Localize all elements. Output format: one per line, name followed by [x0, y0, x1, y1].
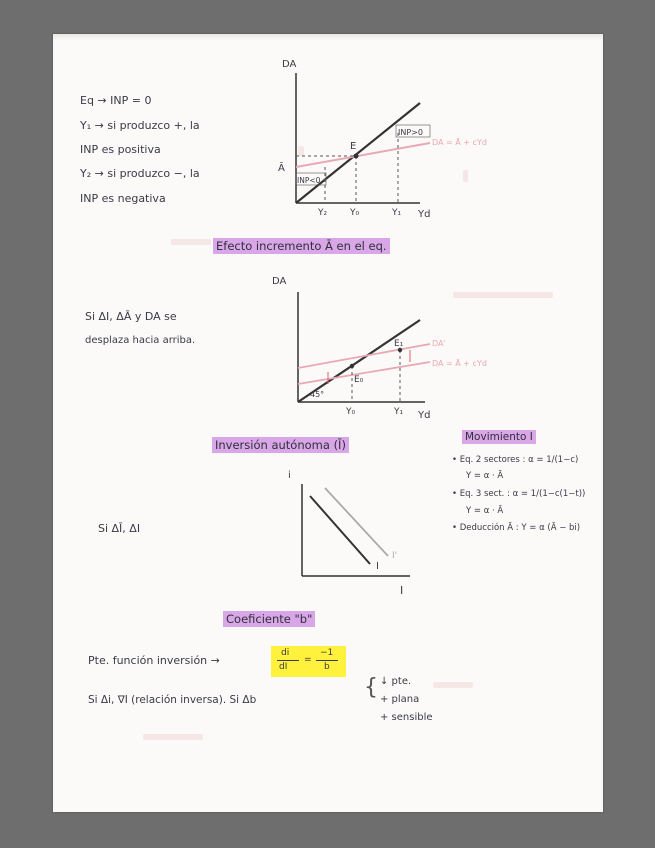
graph1-tick-y1: Y₁	[392, 208, 402, 218]
bleed-mark	[171, 239, 211, 245]
section-efecto-title: Efecto incremento Ā en el eq.	[213, 238, 390, 254]
graph2-ylabel: DA	[272, 276, 287, 287]
movimiento-item2: • Eq. 3 sect. : α = 1/(1−c(1−t))	[452, 489, 586, 499]
note-inp-neg: INP es negativa	[80, 192, 166, 205]
formula-num1: di	[281, 648, 290, 658]
graph2-e1: E₁	[394, 339, 404, 349]
graph2-tick-y1: Y₁	[394, 407, 404, 417]
bottom-b3: + sensible	[380, 712, 433, 723]
graph2-da0: DA = Ā + cYd	[432, 359, 487, 368]
page-shadow	[53, 34, 603, 40]
bottom-b1: ↓ pte.	[380, 676, 412, 687]
note-y1: Y₁ → si produzco +, la	[80, 119, 200, 132]
graph-shift	[270, 272, 510, 422]
graph2-tick-y0: Y₀	[346, 407, 356, 417]
graph2-da1: DA'	[432, 339, 446, 348]
graph2-e0: E₀	[354, 375, 364, 385]
graph1-ylabel: DA	[282, 59, 297, 70]
movimiento-item2b: Y = α · Ā	[466, 506, 504, 516]
formula-num2: −1	[320, 648, 334, 658]
formula-highlight	[271, 646, 346, 677]
graph3-curve-i: I	[376, 561, 379, 572]
graph3-curve-i-prime: I'	[392, 551, 398, 561]
graph2-angle: 45°	[310, 390, 325, 399]
bottom-line: Si Δi, ∇I (relación inversa). Si Δb	[88, 694, 257, 706]
movimiento-item1: • Eq. 2 sectores : α = 1/(1−c)	[452, 455, 579, 465]
graph1-tick-y2: Y₂	[318, 208, 328, 218]
graph3-ylabel: i	[288, 470, 291, 481]
formula-prefix: Pte. función inversión →	[88, 654, 220, 667]
note-shift-1: Si ΔI, ΔĀ y DA se	[85, 310, 177, 323]
note-eq: Eq → INP = 0	[80, 94, 152, 107]
graph-inp	[270, 55, 510, 225]
formula-eq: =	[304, 655, 312, 665]
movimiento-item3: • Deducción Ā : Y = α (Ā − bi)	[452, 523, 581, 533]
graph3-xlabel: I	[400, 584, 404, 597]
formula-den2: b	[324, 662, 330, 672]
movimiento-item1b: Y = α · Ā	[466, 471, 504, 481]
note-inp-pos: INP es positiva	[80, 143, 161, 156]
note-y2: Y₂ → si produzco −, la	[80, 167, 200, 180]
formula-bar2	[316, 660, 338, 661]
note-graph3: Si ΔĪ, ΔI	[98, 522, 141, 535]
section-coeficiente-title: Coeficiente "b"	[223, 611, 315, 627]
bottom-b2: + plana	[380, 694, 420, 705]
graph1-intercept: Ā	[278, 163, 285, 174]
graph1-point-e: E	[350, 141, 357, 152]
graph1-xlabel: Yd	[418, 209, 431, 220]
graph1-inp-pos: INP>0	[398, 128, 423, 137]
section-inversion-title: Inversión autónoma (Ī)	[212, 437, 349, 453]
graph2-xlabel: Yd	[418, 410, 431, 421]
graph1-inp-neg: INP<0	[297, 176, 321, 185]
formula-den1: dI	[279, 662, 288, 672]
formula-bar1	[277, 660, 299, 661]
movimiento-title: Movimiento I	[462, 430, 536, 444]
brace-icon: {	[364, 675, 378, 700]
bleed-mark	[433, 682, 473, 688]
bleed-mark	[143, 734, 203, 740]
note-shift-2: desplaza hacia arriba.	[85, 335, 196, 346]
graph1-tick-y0: Y₀	[350, 208, 360, 218]
graph1-da-line: DA = Ā + cYd	[432, 138, 487, 147]
graph-investment	[280, 466, 430, 601]
